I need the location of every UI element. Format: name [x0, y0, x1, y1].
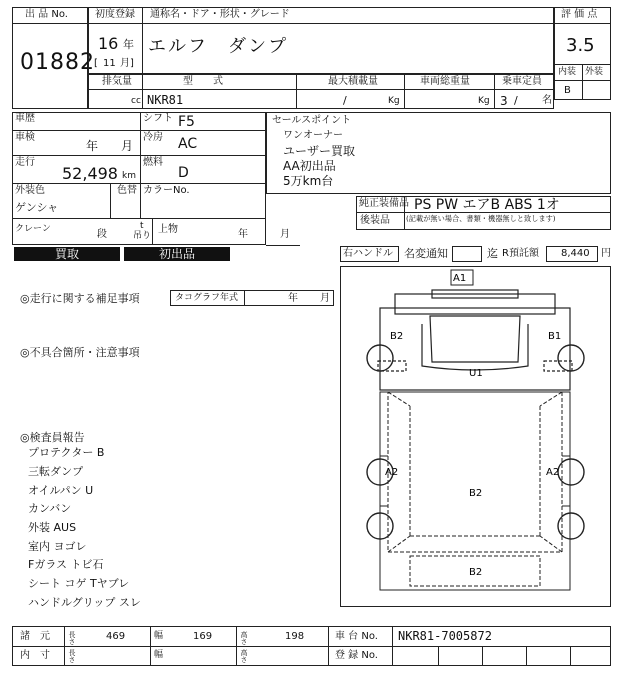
ac-label: 冷房	[143, 132, 163, 143]
inspector-line: Fガラス トビ石	[28, 558, 104, 571]
label-a2-right: A2	[546, 467, 560, 478]
first-reg-label: 初度登録	[95, 9, 135, 20]
inspector-title: ◎検査員報告	[20, 431, 85, 444]
capacity-label: 乗車定員	[502, 76, 542, 87]
interior-grade: B	[564, 85, 571, 96]
kg-unit2: Kg	[478, 96, 490, 106]
exterior-label: 外装	[585, 67, 604, 77]
history-label: 車歴	[15, 113, 35, 124]
in-height-label: 高さ	[240, 649, 248, 663]
aftermarket-label: 後装品	[360, 215, 390, 226]
lot-label: 出 品 No.	[25, 9, 68, 20]
inspector-line: 外装 AUS	[28, 521, 77, 534]
length-label: 長さ	[68, 631, 76, 645]
inspection-month: 月	[121, 139, 134, 153]
label-a2-left: A2	[385, 467, 399, 478]
inspector-line: オイルパン U	[28, 484, 94, 497]
label-b2-center: B2	[469, 488, 483, 499]
name-label: 通称名・ドア・形状・グレード	[150, 9, 290, 20]
model-code: NKR81	[147, 93, 184, 107]
in-length-label: 長さ	[68, 649, 76, 663]
name-change-label: 名変通知	[404, 247, 448, 260]
sales-point-1: ワンオーナー	[283, 130, 343, 141]
inspection-label: 車検	[15, 132, 35, 143]
first-reg-month: 11	[103, 58, 116, 69]
inspector-line: カンバン	[28, 502, 72, 515]
steering-value: 右ハンドル	[343, 248, 393, 259]
label-a1: A1	[453, 273, 467, 284]
defects-title: ◎不具合箇所・注意事項	[20, 346, 140, 359]
color-no-label: カラーNo.	[143, 185, 190, 196]
truck-damage-diagram	[340, 266, 611, 607]
top-year: 年	[238, 229, 248, 240]
width-label: 幅	[154, 631, 164, 641]
interior-dims-label: 内 寸	[20, 650, 50, 661]
crane-stage: 段	[97, 229, 107, 240]
equipment-label: 純正装備品	[359, 198, 409, 209]
yen-unit: 円	[601, 248, 611, 259]
label-b2-bottom: B2	[469, 567, 483, 578]
gross-weight-label: 車両総重量	[420, 76, 470, 87]
score-value: 3.5	[566, 35, 595, 56]
label-b2-left: B2	[390, 331, 404, 342]
first-reg-year: 16	[98, 34, 119, 53]
capacity-value: 3	[500, 94, 508, 108]
tacho-year: 年	[288, 293, 298, 304]
width-value: 169	[193, 631, 213, 642]
in-width-label: 幅	[154, 650, 164, 660]
crane-hoist: 吊り	[133, 231, 152, 241]
aftermarket-note: (記載が無い場合、書類・機器無しと致します)	[406, 215, 556, 224]
inspector-line: 三転ダンプ	[28, 465, 84, 478]
dims-label: 諸 元	[20, 631, 50, 642]
cc-unit: cc	[131, 96, 141, 106]
year-unit: 年	[123, 38, 134, 51]
label-b1-right: B1	[548, 331, 562, 342]
driving-title: ◎走行に関する補足事項	[20, 292, 140, 305]
recycle-amount: 8,440	[561, 248, 590, 259]
length-value: 469	[106, 631, 126, 642]
displacement-label: 排気量	[102, 76, 132, 87]
inspector-line: プロテクター B	[28, 446, 105, 459]
inspector-line: ハンドルグリップ スレ	[28, 596, 141, 609]
chassis-label: 車 台 No.	[335, 631, 378, 642]
ext-color-value: ゲンシャ	[15, 201, 59, 214]
height-label: 高さ	[240, 631, 248, 645]
tacho-label: タコグラフ年式	[175, 293, 239, 303]
kg-unit: Kg	[388, 96, 400, 106]
sales-point-2: ユーザー買取	[283, 144, 356, 158]
mileage-label: 走行	[15, 157, 35, 168]
fuel-label: 燃料	[143, 157, 163, 168]
reg-label: 登 録 No.	[335, 650, 378, 661]
mileage-value: 52,498	[62, 164, 118, 183]
recycle-label: R預託額	[502, 248, 539, 259]
label-u1: U1	[469, 368, 483, 379]
first-listing-badge: 初出品	[124, 247, 230, 261]
tacho-month: 月	[320, 293, 330, 304]
max-load-slash: /	[343, 94, 347, 107]
color-code-label: 色替	[117, 185, 137, 196]
crane-ton: t	[140, 221, 144, 231]
month-unit: 月]	[120, 58, 134, 69]
month-open: [	[94, 58, 98, 69]
equipment-value: PS PW エアB ABS 1オ	[414, 197, 560, 213]
sales-point-4: 5万km台	[283, 174, 334, 188]
top-month: 月	[280, 229, 290, 240]
buyback-badge: 買取	[14, 247, 120, 261]
max-load-label: 最大積載量	[328, 76, 378, 87]
score-label: 評 価 点	[561, 9, 598, 20]
ac-value: AC	[178, 136, 198, 152]
shift-value: F5	[178, 114, 195, 130]
ext-color-label: 外装色	[15, 185, 45, 196]
inspector-line: 室内 ヨゴレ	[28, 540, 87, 553]
car-name: エルフ ダンプ	[148, 36, 289, 57]
deadline-label: 迄	[487, 247, 498, 260]
sales-point-3: AA初出品	[283, 159, 336, 173]
fuel-value: D	[178, 165, 189, 181]
sales-title: セールスポイント	[272, 115, 352, 126]
height-value: 198	[285, 631, 305, 642]
capacity-unit: 名	[542, 95, 552, 106]
chassis-value: NKR81-7005872	[398, 629, 492, 643]
interior-label: 内装	[558, 67, 577, 77]
crane-label: クレーン	[15, 224, 51, 234]
name-change-field	[452, 246, 482, 262]
inspection-year: 年	[86, 139, 99, 153]
capacity-slash: /	[514, 94, 518, 107]
model-label: 型 式	[183, 76, 223, 87]
km-unit: km	[122, 171, 136, 181]
lot-number: 01882	[20, 50, 95, 75]
top-label: 上物	[158, 224, 178, 235]
inspector-line: シート コゲ Tヤブレ	[28, 577, 130, 590]
shift-label: シフト	[143, 113, 173, 124]
